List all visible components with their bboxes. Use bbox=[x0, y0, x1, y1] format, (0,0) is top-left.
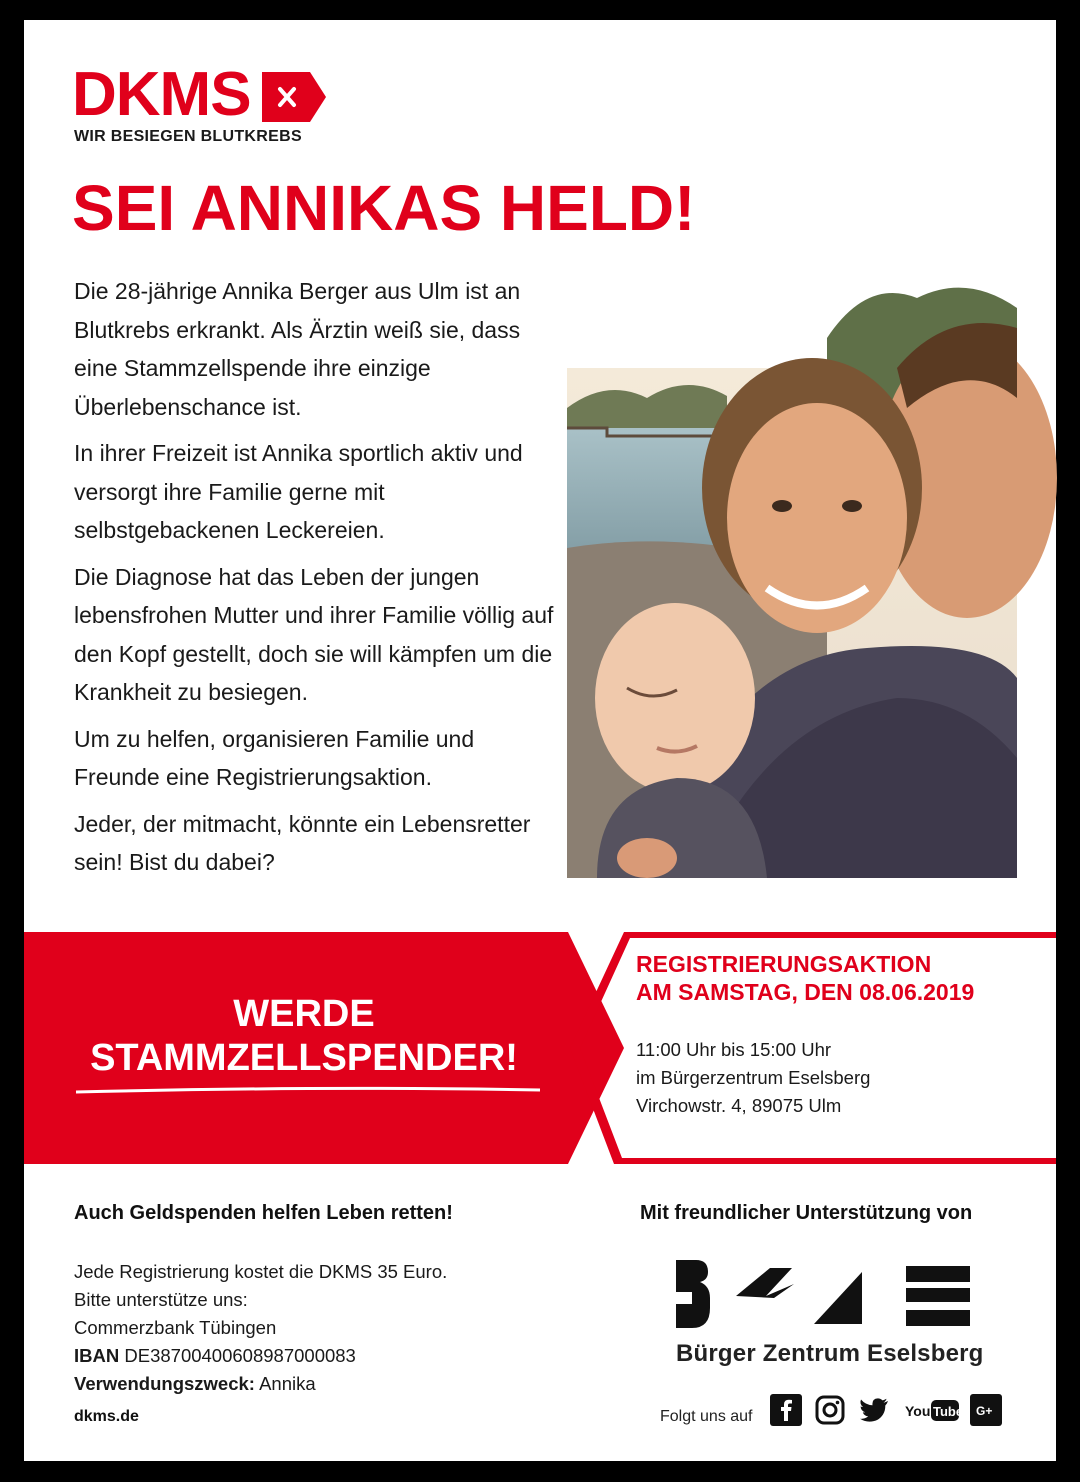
bze-logo-icon bbox=[674, 1258, 974, 1338]
donation-title: Auch Geldspenden helfen Leben retten! bbox=[74, 1202, 453, 1224]
facebook-icon[interactable] bbox=[770, 1394, 802, 1426]
bank-name: Commerzbank Tübingen bbox=[74, 1317, 277, 1338]
sponsor-name: Bürger Zentrum Eselsberg bbox=[676, 1340, 984, 1367]
website-link[interactable]: dkms.de bbox=[74, 1408, 139, 1425]
event-title bbox=[636, 950, 974, 1006]
cta-line: WERDE bbox=[233, 993, 375, 1035]
iban-value: DE38700400608987000083 bbox=[124, 1345, 356, 1366]
google-plus-icon[interactable] bbox=[970, 1394, 1002, 1426]
dkms-logo-wordmark: DKMS bbox=[72, 60, 251, 129]
donation-line: Jede Registrierung kostet die DKMS 35 Euro. bbox=[74, 1261, 448, 1282]
youtube-text-tube: Tube bbox=[933, 1404, 964, 1419]
purpose-value: Annika bbox=[259, 1373, 316, 1394]
event-address: Virchowstr. 4, 89075 Ulm bbox=[636, 1095, 842, 1116]
iban-label: IBAN bbox=[74, 1345, 120, 1366]
google-plus-text: G+ bbox=[976, 1404, 993, 1418]
paragraph: Um zu helfen, organisieren Familie und Freunde eine Registrierungsaktion. bbox=[74, 725, 475, 790]
donation-details bbox=[74, 1258, 447, 1398]
headline: SEI ANNIKAS HELD! bbox=[72, 172, 696, 244]
event-details bbox=[636, 1036, 870, 1120]
paragraph: Die 28-jährige Annika Berger aus Ulm ist an Blutkrebs erkrankt. Als Ärztin weiß sie, dass eine Stammzellspende ihre einzige Überlebenschance ist. bbox=[74, 278, 521, 420]
youtube-icon[interactable] bbox=[904, 1394, 964, 1426]
iban-row bbox=[74, 1342, 447, 1370]
logo-tagline: WIR BESIEGEN BLUTKREBS bbox=[74, 128, 302, 145]
cta-text bbox=[24, 992, 584, 1080]
follow-label: Folgt uns auf bbox=[660, 1408, 753, 1425]
dkms-logo-badge-icon bbox=[262, 72, 326, 122]
cta-line: STAMMZELLSPENDER! bbox=[90, 1037, 518, 1079]
twitter-icon[interactable] bbox=[858, 1394, 890, 1426]
paragraph: Jeder, der mitmacht, könnte ein Lebensretter sein! Bist du dabei? bbox=[74, 810, 531, 875]
youtube-text-you: You bbox=[905, 1403, 931, 1419]
paragraph: In ihrer Freizeit ist Annika sportlich aktiv und versorgt ihre Familie gerne mit selbstgebackenen Leckereien. bbox=[74, 440, 523, 543]
purpose-label: Verwendungszweck: bbox=[74, 1373, 255, 1394]
support-title: Mit freundlicher Unterstützung von bbox=[640, 1202, 973, 1224]
instagram-icon[interactable] bbox=[814, 1394, 846, 1426]
flyer-page bbox=[24, 20, 1056, 1461]
family-photo bbox=[567, 278, 1017, 878]
donation-line: Bitte unterstütze uns: bbox=[74, 1289, 248, 1310]
event-time: 11:00 Uhr bis 15:00 Uhr bbox=[636, 1039, 832, 1060]
event-location: im Bürgerzentrum Eselsberg bbox=[636, 1067, 871, 1088]
paragraph: Die Diagnose hat das Leben der jungen lebensfrohen Mutter und ihrer Familie völlig auf den Kopf gestellt, doch sie will kämpfen um die Krankheit zu besiegen. bbox=[74, 563, 554, 705]
event-title-line: AM SAMSTAG, DEN 08.06.2019 bbox=[636, 979, 975, 1005]
story-text bbox=[74, 272, 564, 890]
purpose-row bbox=[74, 1370, 447, 1398]
event-title-line: REGISTRIERUNGSAKTION bbox=[636, 951, 932, 977]
